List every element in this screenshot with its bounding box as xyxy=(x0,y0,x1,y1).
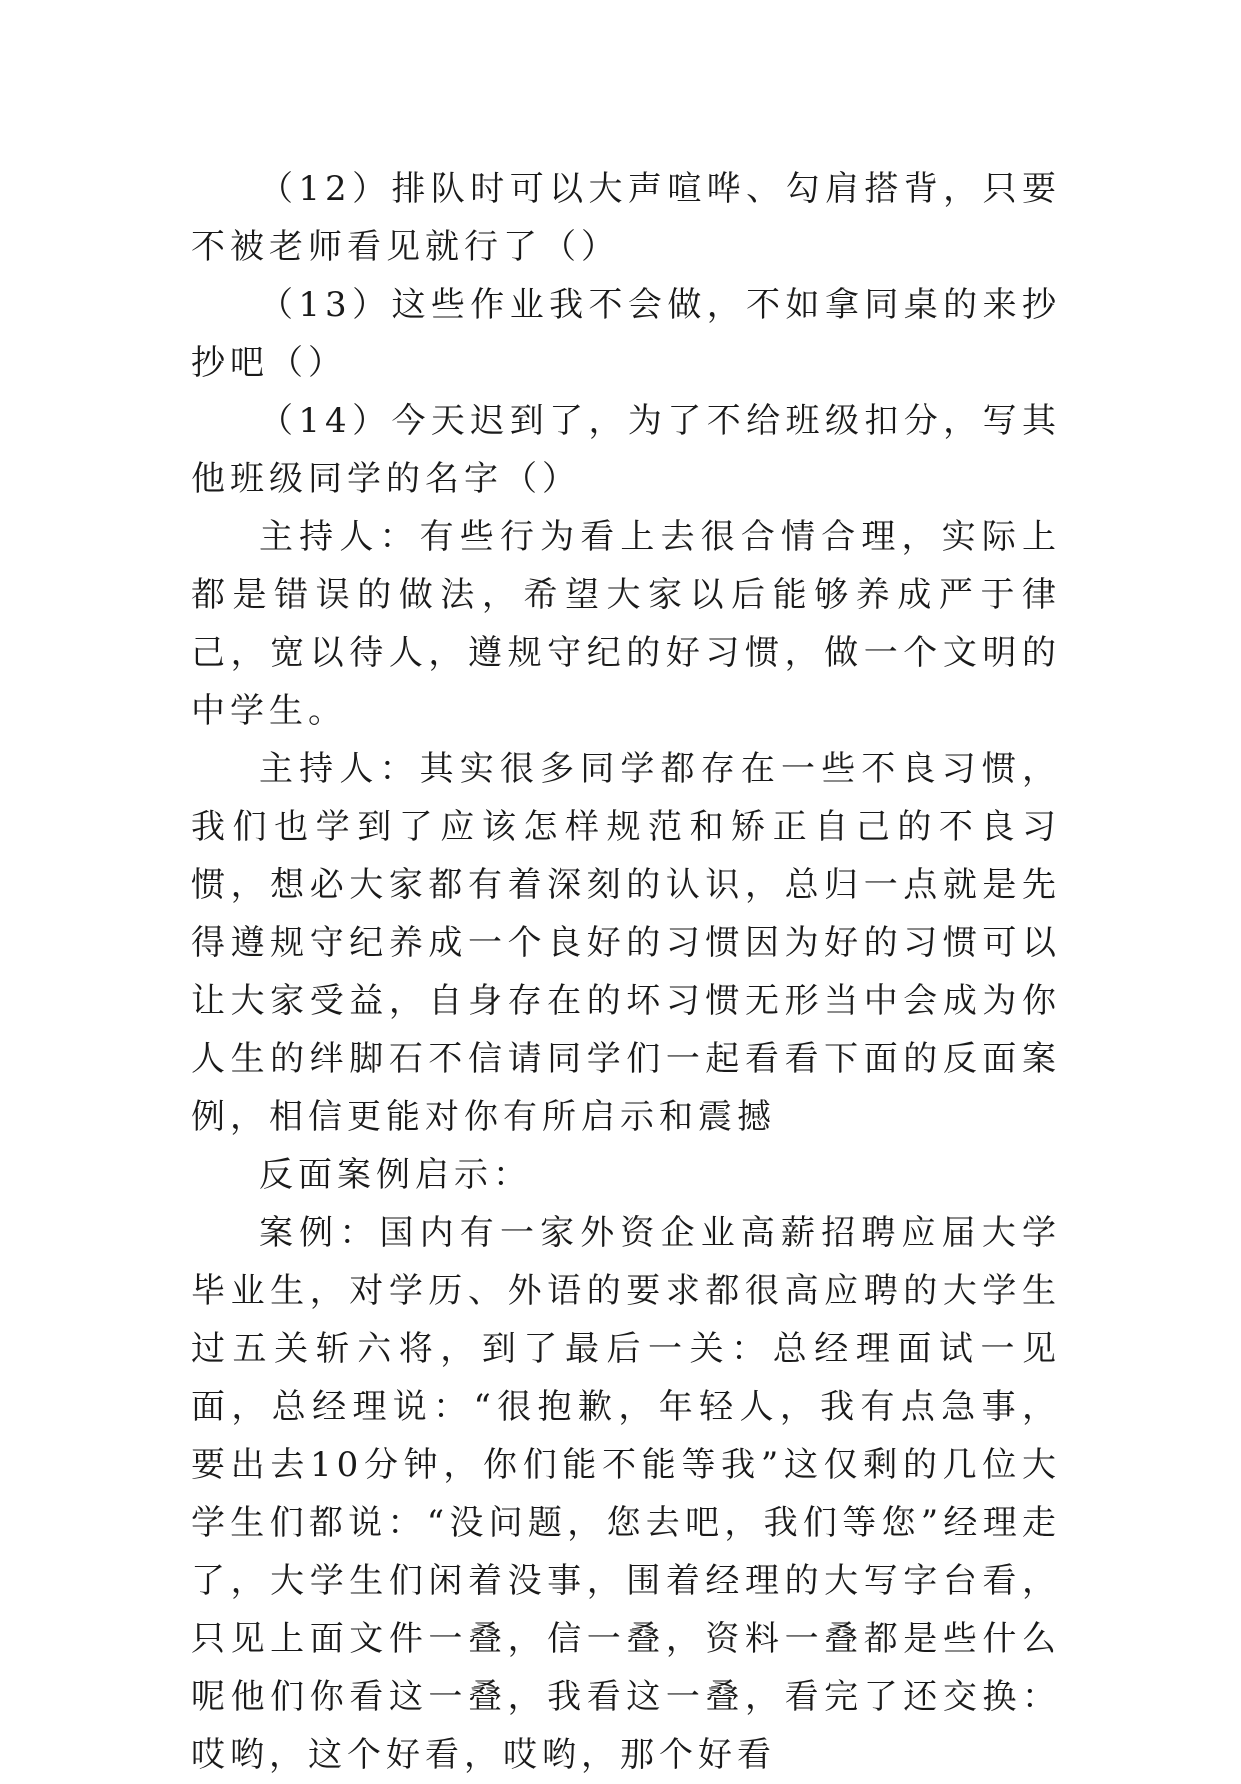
paragraph-case-story: 案例：国内有一家外资企业高薪招聘应届大学毕业生，对学历、外语的要求都很高应聘的大学生过五关斩六将，到了最后一关：总经理面试一见面，总经理说：“很抱歉，年轻人，我有点急事，要出去10分钟，你们能不能等我”这仅剩的几位大学生们都说：“没问题，您去吧，我们等您”经理走了，大学生们闲着没事，围着经理的大写字台看，只见上面文件一叠，信一叠，资料一叠都是些什么呢他们你看这一叠，我看这一叠，看完了还交换：哎哟，这个好看，哎哟，那个好看 xyxy=(191,1213,1061,1775)
document-body xyxy=(191,160,1061,1784)
paragraph-host-remark-2: 主持人：其实很多同学都存在一些不良习惯，我们也学到了应该怎样规范和矫正自己的不良习惯，想必大家都有着深刻的认识，总归一点就是先得遵规守纪养成一个良好的习惯因为好的习惯可以让大家受益，自身存在的坏习惯无形当中会成为你人生的绊脚石不信请同学们一起看看下面的反面案例，相信更能对你有所启示和震撼 xyxy=(191,749,1061,1137)
paragraph-item-13: （13）这些作业我不会做，不如拿同桌的来抄抄吧（） xyxy=(191,285,1061,383)
paragraph-item-12: （12）排队时可以大声喧哗、勾肩搭背，只要不被老师看见就行了（） xyxy=(191,169,1061,267)
section-heading-negative-case: 反面案例启示： xyxy=(259,1155,532,1195)
paragraph-host-remark-1: 主持人：有些行为看上去很合情合理，实际上都是错误的做法，希望大家以后能够养成严于律己，宽以待人，遵规守纪的好习惯，做一个文明的中学生。 xyxy=(191,517,1061,731)
paragraph-item-14: （14）今天迟到了，为了不给班级扣分，写其他班级同学的名字（） xyxy=(191,401,1061,499)
